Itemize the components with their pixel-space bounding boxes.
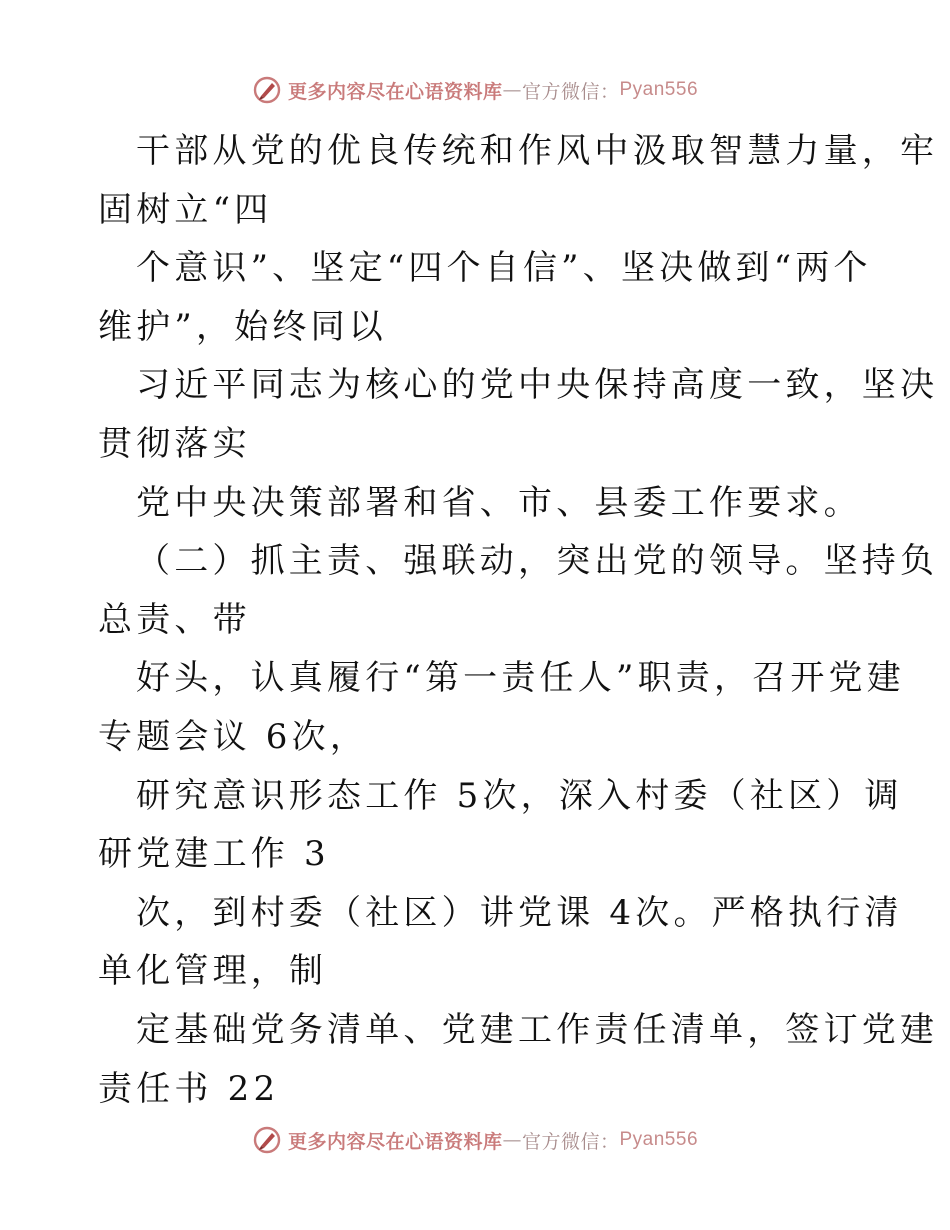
watermark-wechat-id: Pyan556: [619, 79, 699, 100]
body-line: 责任书 22: [98, 1068, 280, 1109]
watermark-separator: —: [502, 1129, 522, 1151]
footer-watermark: [0, 1120, 950, 1160]
watermark-main-text: 更多内容尽在心语资料库: [287, 80, 503, 103]
watermark-wechat-id: Pyan556: [619, 1129, 699, 1150]
body-line: 党中央决策部署和省、市、县委工作要求。: [136, 482, 862, 523]
body-line: 研党建工作 3: [98, 834, 330, 875]
body-line: 干部从党的优良传统和作风中汲取智慧力量，牢: [136, 131, 939, 171]
body-line: 研究意识形态工作 5次，深入村委（社区）调: [136, 775, 903, 816]
watermark-main-text: 更多内容尽在心语资料库: [287, 1130, 503, 1153]
body-line: 好头，认真履行“第一责任人”职责，召开党建: [136, 658, 905, 699]
body-line: 总责、带: [98, 599, 251, 640]
body-line: 贯彻落实: [98, 423, 251, 464]
quill-pen-logo-icon: [252, 75, 282, 105]
body-line: 习近平同志为核心的党中央保持高度一致，坚决: [136, 365, 939, 406]
body-line: 专题会议 6次，: [98, 716, 369, 757]
watermark-separator: —: [502, 79, 522, 101]
body-line: 维护”，始终同以: [98, 306, 387, 347]
header-watermark: [0, 70, 950, 110]
quill-pen-logo-icon: [252, 1125, 282, 1155]
watermark-label: 官方微信：: [521, 1130, 620, 1153]
body-line: 次，到村委（社区）讲党课 4次。严格执行清: [136, 892, 903, 933]
watermark-label: 官方微信：: [521, 80, 620, 103]
document-body: [98, 122, 939, 1118]
body-line: 个意识”、坚定“四个自信”、坚决做到“两个: [136, 248, 872, 289]
body-line: 定基础党务清单、党建工作责任清单，签订党建: [136, 1009, 939, 1050]
body-line: 固树立“四: [98, 189, 273, 230]
body-line: 单化管理，制: [98, 951, 328, 992]
body-line: （二）抓主责、强联动，突出党的领导。坚持负: [136, 541, 939, 582]
